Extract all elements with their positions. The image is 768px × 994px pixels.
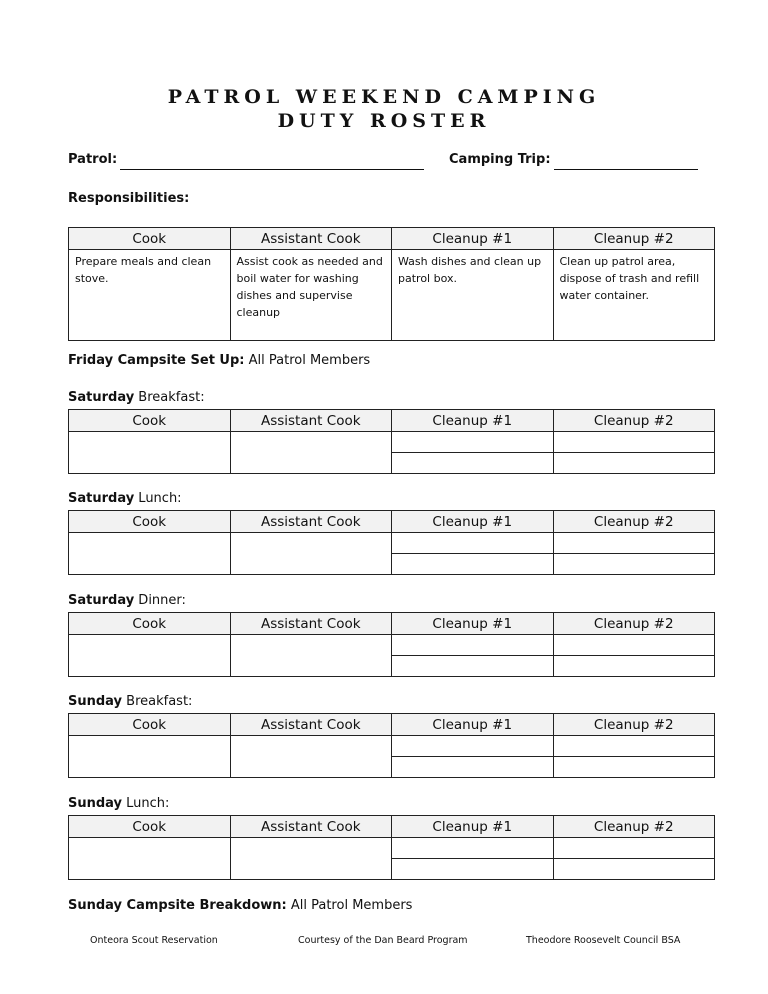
- cleanup-2-entry-cell-2[interactable]: [553, 859, 715, 880]
- meal-entry-row: [69, 736, 715, 757]
- col-header-cook: Cook: [69, 816, 231, 838]
- cleanup-2-entry-cell[interactable]: [553, 635, 715, 656]
- cook-entry-cell[interactable]: [69, 432, 231, 474]
- cleanup-1-entry-cell[interactable]: [392, 838, 554, 859]
- meal-day: Sunday: [68, 796, 123, 811]
- cleanup-2-description: Clean up patrol area, dispose of trash and refill water container.: [553, 250, 715, 341]
- meal-heading-4: [68, 796, 169, 811]
- sunday-breakdown-label: Sunday Campsite Breakdown:: [68, 898, 287, 913]
- cleanup-1-description: Wash dishes and clean up patrol box.: [392, 250, 554, 341]
- meal-heading-0: [68, 390, 205, 405]
- sunday-breakdown-line: [68, 898, 412, 913]
- footer-center: Courtesy of the Dan Beard Program: [298, 935, 468, 946]
- col-header-cleanup-2: Cleanup #2: [553, 410, 715, 432]
- col-header-cleanup-1: Cleanup #1: [392, 714, 554, 736]
- col-header-assistant-cook: Assistant Cook: [230, 228, 392, 250]
- col-header-cleanup-1: Cleanup #1: [392, 228, 554, 250]
- responsibilities-heading: [68, 191, 189, 206]
- cook-entry-cell[interactable]: [69, 736, 231, 778]
- meal-header-row: [69, 816, 715, 838]
- meal-name: Lunch:: [122, 796, 170, 811]
- col-header-cook: Cook: [69, 714, 231, 736]
- meal-entry-row: [69, 432, 715, 453]
- cleanup-1-entry-cell[interactable]: [392, 432, 554, 453]
- meal-entry-row: [69, 838, 715, 859]
- cleanup-2-entry-cell-2[interactable]: [553, 554, 715, 575]
- meal-table-saturday-lunch: [68, 510, 715, 575]
- assistant-cook-entry-cell[interactable]: [230, 533, 392, 575]
- meal-entry-row: [69, 533, 715, 554]
- document-title-line-2: DUTY ROSTER: [277, 110, 491, 132]
- meal-day: Saturday: [68, 593, 135, 608]
- meal-header-row: [69, 613, 715, 635]
- meal-header-row: [69, 410, 715, 432]
- document-title-line-1: PATROL WEEKEND CAMPING: [167, 86, 601, 108]
- col-header-cleanup-1: Cleanup #1: [392, 613, 554, 635]
- cook-entry-cell[interactable]: [69, 838, 231, 880]
- assistant-cook-entry-cell[interactable]: [230, 838, 392, 880]
- friday-setup-label: Friday Campsite Set Up:: [68, 353, 245, 368]
- col-header-cleanup-1: Cleanup #1: [392, 816, 554, 838]
- camping-trip-label: Camping Trip:: [449, 152, 551, 167]
- meal-day: Saturday: [68, 390, 135, 405]
- col-header-cook: Cook: [69, 410, 231, 432]
- cleanup-1-entry-cell-2[interactable]: [392, 554, 554, 575]
- cleanup-1-entry-cell[interactable]: [392, 736, 554, 757]
- col-header-cook: Cook: [69, 613, 231, 635]
- col-header-cleanup-1: Cleanup #1: [392, 410, 554, 432]
- col-header-cleanup-1: Cleanup #1: [392, 511, 554, 533]
- cleanup-1-entry-cell-2[interactable]: [392, 453, 554, 474]
- responsibilities-label: Responsibilities:: [68, 191, 190, 206]
- responsibilities-table: [68, 227, 715, 341]
- col-header-cleanup-2: Cleanup #2: [553, 511, 715, 533]
- cleanup-1-entry-cell-2[interactable]: [392, 656, 554, 677]
- footer-left: Onteora Scout Reservation: [90, 935, 218, 946]
- meal-heading-3: [68, 694, 192, 709]
- cleanup-2-entry-cell[interactable]: [553, 432, 715, 453]
- cleanup-2-entry-cell[interactable]: [553, 736, 715, 757]
- assistant-cook-entry-cell[interactable]: [230, 736, 392, 778]
- col-header-cook: Cook: [69, 511, 231, 533]
- meal-table-saturday-breakfast: [68, 409, 715, 474]
- cleanup-1-entry-cell[interactable]: [392, 533, 554, 554]
- cook-entry-cell[interactable]: [69, 635, 231, 677]
- assistant-cook-entry-cell[interactable]: [230, 432, 392, 474]
- camping-trip-input-line[interactable]: [554, 152, 698, 170]
- assistant-cook-description: Assist cook as needed and boil water for washing dishes and supervise cleanup: [230, 250, 392, 341]
- meal-heading-2: [68, 593, 186, 608]
- header-fields: [68, 152, 708, 174]
- col-header-assistant-cook: Assistant Cook: [230, 613, 392, 635]
- cook-description: Prepare meals and clean stove.: [69, 250, 231, 341]
- col-header-assistant-cook: Assistant Cook: [230, 511, 392, 533]
- col-header-assistant-cook: Assistant Cook: [230, 816, 392, 838]
- col-header-cook: Cook: [69, 228, 231, 250]
- responsibilities-description-row: [69, 250, 715, 341]
- meal-name: Dinner:: [134, 593, 186, 608]
- cleanup-2-entry-cell-2[interactable]: [553, 757, 715, 778]
- meal-name: Breakfast:: [122, 694, 193, 709]
- sunday-breakdown-assignee: All Patrol Members: [286, 898, 413, 913]
- responsibilities-header-row: [69, 228, 715, 250]
- meal-table-sunday-breakfast: [68, 713, 715, 778]
- cleanup-2-entry-cell[interactable]: [553, 838, 715, 859]
- meal-header-row: [69, 714, 715, 736]
- meal-name: Lunch:: [134, 491, 182, 506]
- cleanup-2-entry-cell-2[interactable]: [553, 453, 715, 474]
- cleanup-1-entry-cell-2[interactable]: [392, 757, 554, 778]
- patrol-label: Patrol:: [68, 152, 118, 167]
- cleanup-2-entry-cell[interactable]: [553, 533, 715, 554]
- assistant-cook-entry-cell[interactable]: [230, 635, 392, 677]
- meal-table-saturday-dinner: [68, 612, 715, 677]
- patrol-input-line[interactable]: [120, 152, 424, 170]
- meal-name: Breakfast:: [134, 390, 205, 405]
- cook-entry-cell[interactable]: [69, 533, 231, 575]
- col-header-cleanup-2: Cleanup #2: [553, 816, 715, 838]
- meal-day: Sunday: [68, 694, 123, 709]
- meal-heading-1: [68, 491, 182, 506]
- footer-right: Theodore Roosevelt Council BSA: [526, 935, 681, 946]
- col-header-assistant-cook: Assistant Cook: [230, 410, 392, 432]
- friday-setup-line: [68, 353, 370, 368]
- cleanup-1-entry-cell-2[interactable]: [392, 859, 554, 880]
- meal-entry-row: [69, 635, 715, 656]
- meal-day: Saturday: [68, 491, 135, 506]
- meal-header-row: [69, 511, 715, 533]
- cleanup-1-entry-cell[interactable]: [392, 635, 554, 656]
- friday-setup-assignee: All Patrol Members: [244, 353, 371, 368]
- col-header-assistant-cook: Assistant Cook: [230, 714, 392, 736]
- col-header-cleanup-2: Cleanup #2: [553, 613, 715, 635]
- col-header-cleanup-2: Cleanup #2: [553, 228, 715, 250]
- meal-table-sunday-lunch: [68, 815, 715, 880]
- col-header-cleanup-2: Cleanup #2: [553, 714, 715, 736]
- cleanup-2-entry-cell-2[interactable]: [553, 656, 715, 677]
